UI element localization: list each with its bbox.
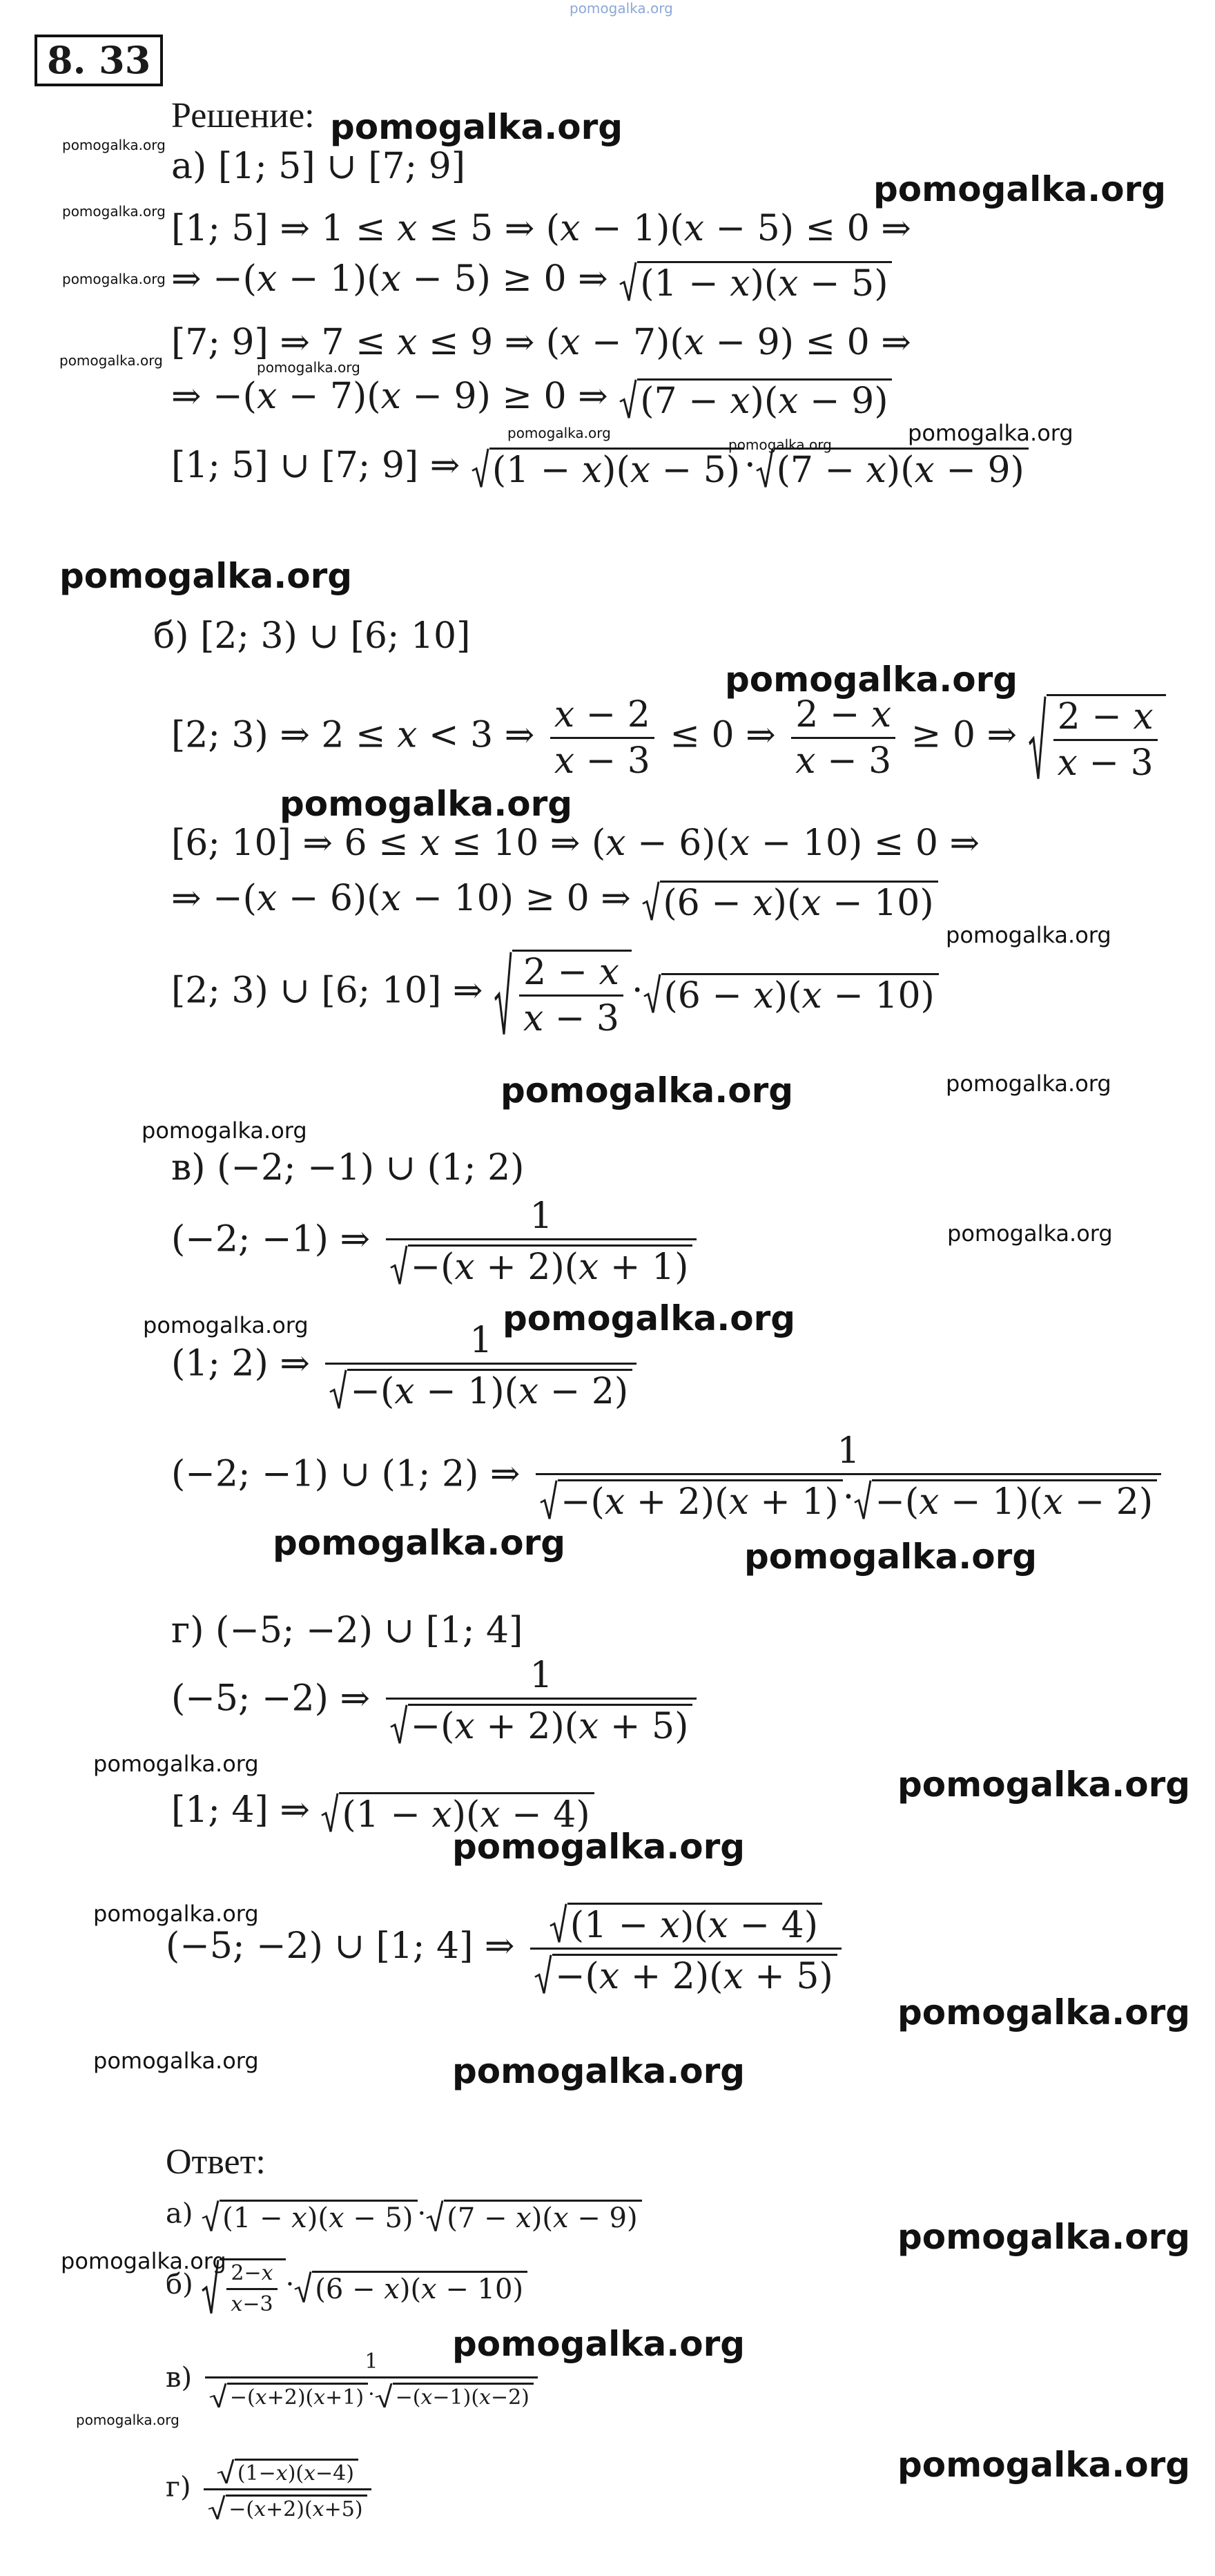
sqrt: (1 − 𝑥)(𝑥 − 5) [472,448,744,488]
part-g-line-2: [1; 4] ⇒ (1 − 𝑥)(𝑥 − 4) [171,1792,594,1833]
part-b-line-4: [2; 3) ∪ [6; 10] ⇒ $\frac{\text{2 − 𝑥}}{\text{𝑥 − 3}}$ · (6 − 𝑥)(𝑥 − 10) [171,950,939,1037]
watermark[interactable]: pomogalka.org [62,203,166,220]
watermark[interactable]: pomogalka.org [873,169,1167,209]
sqrt: −(𝑥 + 2)(𝑥 + 1) [540,1479,843,1520]
sqrt: −(𝑥+2)(𝑥+1) [209,2383,368,2408]
sqrt: (6 − 𝑥)(𝑥 − 10) [643,973,939,1014]
watermark[interactable]: pomogalka.org [143,1312,309,1338]
watermark[interactable]: pomogalka.org [897,1992,1191,2032]
part-b-header: б) [2; 3) ∪ [6; 10] [153,615,471,657]
part-v-line-1: (−2; −1) ⇒ $\frac{1}{\text{−(𝑥 + 2)(𝑥 + 1)}}$ [171,1198,701,1285]
sqrt: (7 − 𝑥)(𝑥 − 9) [756,448,1029,488]
fraction: $\frac{\text{𝑥 − 2}}{\text{𝑥 − 3}}$ [550,697,654,779]
answer-b: б) $\frac{\text{2−𝑥}}{\text{𝑥−3}}$ · (6 − 𝑥)(𝑥 − 10) [166,2258,527,2315]
sqrt: (1−𝑥)(𝑥−4) [217,2459,358,2484]
fraction: $\frac{\text{2−𝑥}}{\text{𝑥−3}}$ [226,2263,277,2315]
sqrt: (1 − 𝑥)(𝑥 − 4) [550,1903,822,1943]
watermark[interactable]: pomogalka.org [728,436,832,453]
sqrt: −(𝑥+2)(𝑥+5) [208,2495,367,2520]
watermark[interactable]: pomogalka.org [908,420,1073,446]
problem-number: 8. 33 [35,35,163,86]
fraction: 1 −(𝑥+2)(𝑥+1) · −(𝑥−1)(𝑥−2) [205,2352,538,2408]
watermark[interactable]: pomogalka.org [452,1827,746,1867]
watermark[interactable]: pomogalka.org [503,1298,796,1338]
answer-label: Ответ: [166,2142,266,2182]
sqrt: −(𝑥−1)(𝑥−2) [375,2383,534,2408]
sqrt: −(𝑥 + 2)(𝑥 + 5) [390,1704,693,1744]
fraction [530,1903,842,1995]
watermark[interactable]: pomogalka.org [452,2324,746,2364]
part-a-line-4: ⇒ −(𝑥 − 7)(𝑥 − 9) ≥ 0 ⇒ (7 − 𝑥)(𝑥 − 9) [171,378,892,419]
watermark[interactable]: pomogalka.org [725,660,1018,700]
sqrt: (6 − 𝑥)(𝑥 − 10) [294,2271,527,2303]
sqrt [494,950,632,1037]
watermark[interactable]: pomogalka.org [744,1537,1038,1577]
sqrt: (7 − 𝑥)(𝑥 − 9) [619,378,892,419]
watermark[interactable]: pomogalka.org [93,1901,259,1927]
part-a-line-1: [1; 5] ⇒ 1 ≤ 𝑥 ≤ 5 ⇒ (𝑥 − 1)(𝑥 − 5) ≤ 0 ⇒ [171,208,911,249]
watermark[interactable]: pomogalka.org [93,1751,259,1777]
sqrt: (1 − 𝑥)(𝑥 − 4) [321,1792,594,1833]
watermark[interactable]: pomogalka.org [62,271,166,287]
watermark[interactable]: pomogalka.org [897,2445,1191,2485]
sqrt: −(𝑥 + 2)(𝑥 + 1) [390,1244,693,1285]
watermark[interactable]: pomogalka.org [142,1117,307,1144]
fraction: $\frac{\text{2 − 𝑥}}{\text{𝑥 − 3}}$ [1053,699,1158,781]
watermark[interactable]: pomogalka.org [452,2051,746,2091]
sqrt: (1 − 𝑥)(𝑥 − 5) [202,2200,417,2232]
watermark[interactable]: pomogalka.org [280,784,573,824]
watermark[interactable]: pomogalka.org [61,2248,226,2274]
part-b-line-1: [2; 3) ⇒ 2 ≤ 𝑥 < 3 ⇒ $\frac{\text{𝑥 − 2}}{\text{𝑥 − 3}}$ ≤ 0 ⇒ $\frac{\text{2 − 𝑥}}{\text{𝑥 − 3}}$ ≥ 0 ⇒ $\frac{\text{2 − 𝑥}}{\text{𝑥 − 3}}$ [171,694,1166,781]
watermark[interactable]: pomogalka.org [500,1070,794,1111]
part-v-line-3: (−2; −1) ∪ (1; 2) ⇒ 1 −(𝑥 + 2)(𝑥 + 1) · −(𝑥 − 1)(𝑥 − 2) [171,1433,1165,1520]
watermark[interactable]: pomogalka.org [59,556,353,596]
answer-a: а) (1 − 𝑥)(𝑥 − 5) · (7 − 𝑥)(𝑥 − 9) [166,2200,642,2232]
solution-label: Решение: [171,96,315,135]
fraction: 1 −(𝑥 + 2)(𝑥 + 1) · −(𝑥 − 1)(𝑥 − 2) [536,1433,1161,1520]
watermark[interactable]: pomogalka.org [946,1070,1111,1097]
sqrt: (6 − 𝑥)(𝑥 − 10) [642,881,937,921]
watermark[interactable]: pomogalka.org [93,2048,259,2074]
part-g-line-3: (−5; −2) ∪ [1; 4] ⇒ $\frac{\text{(1 − 𝑥)(𝑥 − 4)}}{\text{−(𝑥 + 2)(𝑥 + 5)}}$ [166,1903,846,1995]
watermark[interactable]: pomogalka.org [330,107,623,147]
fraction: $\frac{1}{\text{−(𝑥 + 2)(𝑥 + 1)}}$ [386,1198,697,1285]
answer-v: в) 1 −(𝑥+2)(𝑥+1) · −(𝑥−1)(𝑥−2) [166,2352,542,2408]
fraction [204,2459,371,2520]
part-g-line-1: (−5; −2) ⇒ $\frac{1}{\text{−(𝑥 + 2)(𝑥 + 5)}}$ [171,1657,701,1744]
part-a-header: а) [1; 5] ∪ [7; 9] [171,146,466,187]
part-v-header: в) (−2; −1) ∪ (1; 2) [171,1147,525,1189]
fraction: $\frac{1}{\text{−(𝑥 + 2)(𝑥 + 5)}}$ [386,1657,697,1744]
watermark[interactable]: pomogalka.org [897,2217,1191,2257]
watermark[interactable]: pomogalka.org [257,359,360,376]
watermark[interactable]: pomogalka.org [946,922,1111,948]
watermark-top[interactable]: pomogalka.org [570,0,673,17]
sqrt: −(𝑥 − 1)(𝑥 − 2) [854,1479,1157,1520]
watermark[interactable]: pomogalka.org [76,2412,179,2428]
watermark[interactable]: pomogalka.org [273,1523,566,1563]
answer-g: г) $\frac{\text{(1−𝑥)(𝑥−4)}}{\text{−(𝑥+2)(𝑥+5)}}$ [166,2459,376,2520]
part-a-line-5: [1; 5] ∪ [7; 9] ⇒ (1 − 𝑥)(𝑥 − 5) · (7 − 𝑥)(𝑥 − 9) [171,448,1029,488]
watermark[interactable]: pomogalka.org [507,425,611,441]
part-b-line-3: ⇒ −(𝑥 − 6)(𝑥 − 10) ≥ 0 ⇒ (6 − 𝑥)(𝑥 − 10) [171,881,938,921]
part-v-line-2: (1; 2) ⇒ $\frac{1}{\text{−(𝑥 − 1)(𝑥 − 2)}}$ [171,1323,641,1410]
sqrt: (7 − 𝑥)(𝑥 − 9) [426,2200,641,2232]
part-a-line-3: [7; 9] ⇒ 7 ≤ 𝑥 ≤ 9 ⇒ (𝑥 − 7)(𝑥 − 9) ≤ 0 ⇒ [171,322,911,363]
watermark[interactable]: pomogalka.org [947,1220,1113,1247]
fraction: $\frac{\text{2 − 𝑥}}{\text{𝑥 − 3}}$ [519,954,623,1037]
sqrt: −(𝑥 − 1)(𝑥 − 2) [329,1369,632,1410]
fraction: $\frac{\text{2 − 𝑥}}{\text{𝑥 − 3}}$ [791,697,895,779]
watermark[interactable]: pomogalka.org [59,352,163,369]
part-b-line-2: [6; 10] ⇒ 6 ≤ 𝑥 ≤ 10 ⇒ (𝑥 − 6)(𝑥 − 10) ≤ 0 ⇒ [171,823,980,864]
part-g-header: г) (−5; −2) ∪ [1; 4] [171,1610,523,1651]
sqrt [1029,694,1166,784]
sqrt: (1 − 𝑥)(𝑥 − 5) [619,261,892,302]
watermark[interactable]: pomogalka.org [897,1765,1191,1805]
watermark[interactable]: pomogalka.org [62,137,166,153]
part-a-line-2: ⇒ −(𝑥 − 1)(𝑥 − 5) ≥ 0 ⇒ (1 − 𝑥)(𝑥 − 5) [171,261,892,302]
sqrt: −(𝑥 + 2)(𝑥 + 5) [534,1954,837,1995]
fraction: $\frac{1}{\text{−(𝑥 − 1)(𝑥 − 2)}}$ [325,1323,636,1410]
